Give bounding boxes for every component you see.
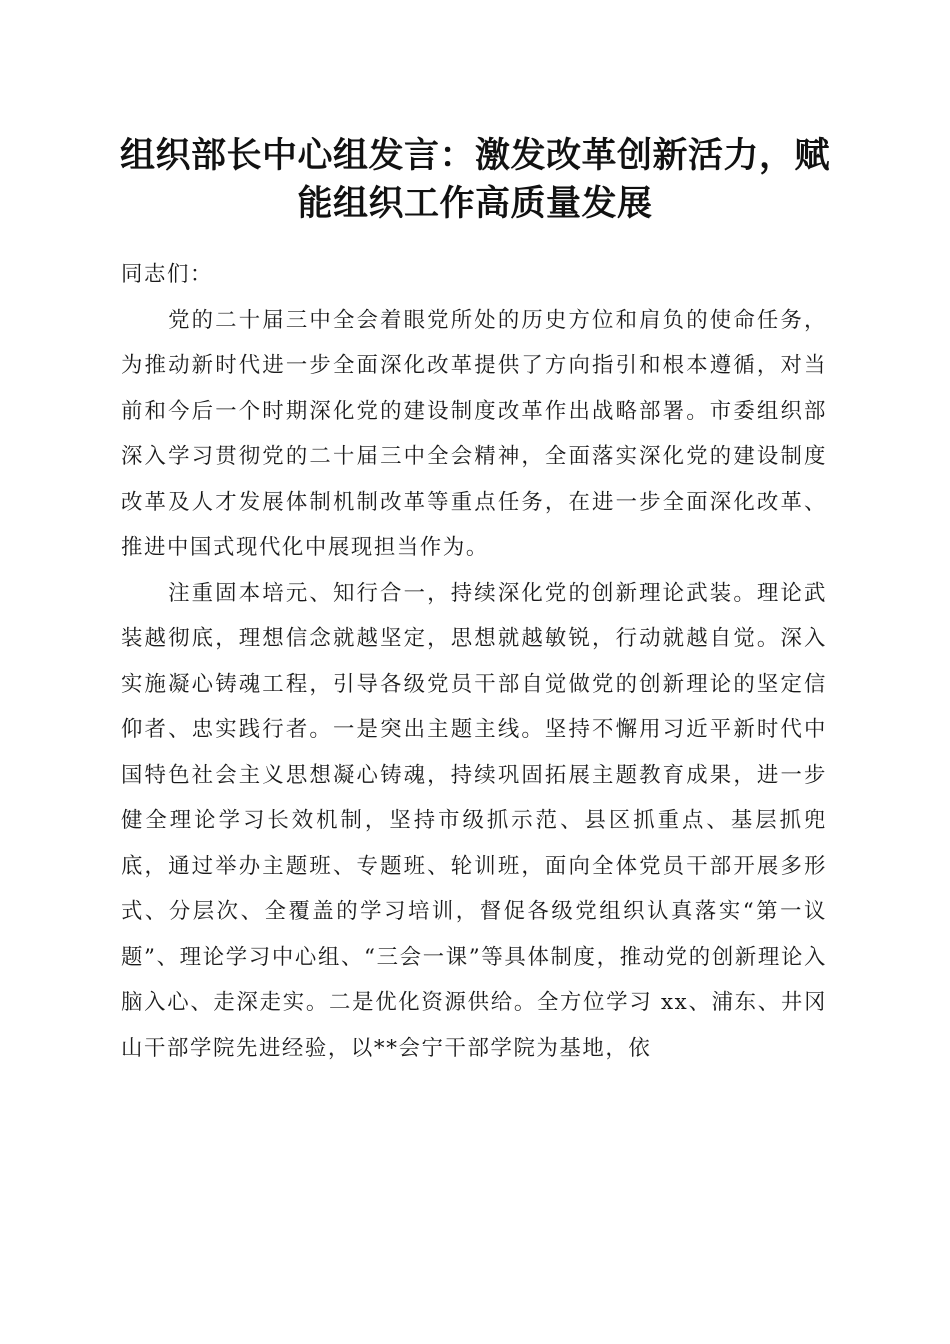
- title-line-1: 组织部长中心组发言：激发改革创新活力，赋: [119, 135, 830, 176]
- document-body: [121, 252, 827, 1071]
- paragraph-1: 党的二十届三中全会着眼党所处的历史方位和肩负的使命任务，为推动新时代进一步全面深化改革提供了方向指引和根本遵循，对当前和今后一个时期深化党的建设制度改革作出战略部署。市委组织部深入学习贯彻党的二十届三中全会精神，全面落实深化党的建设制度改革及人才发展体制机制改革等重点任务，在进一步全面深化改革、推进中国式现代化中展现担当作为。: [121, 307, 827, 560]
- paragraph-2: 注重固本培元、知行合一，持续深化党的创新理论武装。理论武装越彻底，理想信念就越坚定，思想就越敏锐，行动就越自觉。深入实施凝心铸魂工程，引导各级党员干部自觉做党的创新理论的坚定信仰者、忠实践行者。一是突出主题主线。坚持不懈用习近平新时代中国特色社会主义思想凝心铸魂，持续巩固拓展主题教育成果，进一步健全理论学习长效机制，坚持市级抓示范、县区抓重点、基层抓兜底，通过举办主题班、专题班、轮训班，面向全体党员干部开展多形式、分层次、全覆盖的学习培训，督促各级党组织认真落实“第一议题”、理论学习中心组、“三会一课”等具体制度，推动党的创新理论入脑入心、走深走实。二是优化资源供给。全方位学习 xx、浦东、井冈山干部学院先进经验，以**会宁干部学院为基地，依: [121, 580, 827, 1061]
- salutation: 同志们：: [121, 262, 213, 287]
- title-line-2: 能组织工作高质量发展: [297, 183, 653, 224]
- document-title: [110, 132, 840, 228]
